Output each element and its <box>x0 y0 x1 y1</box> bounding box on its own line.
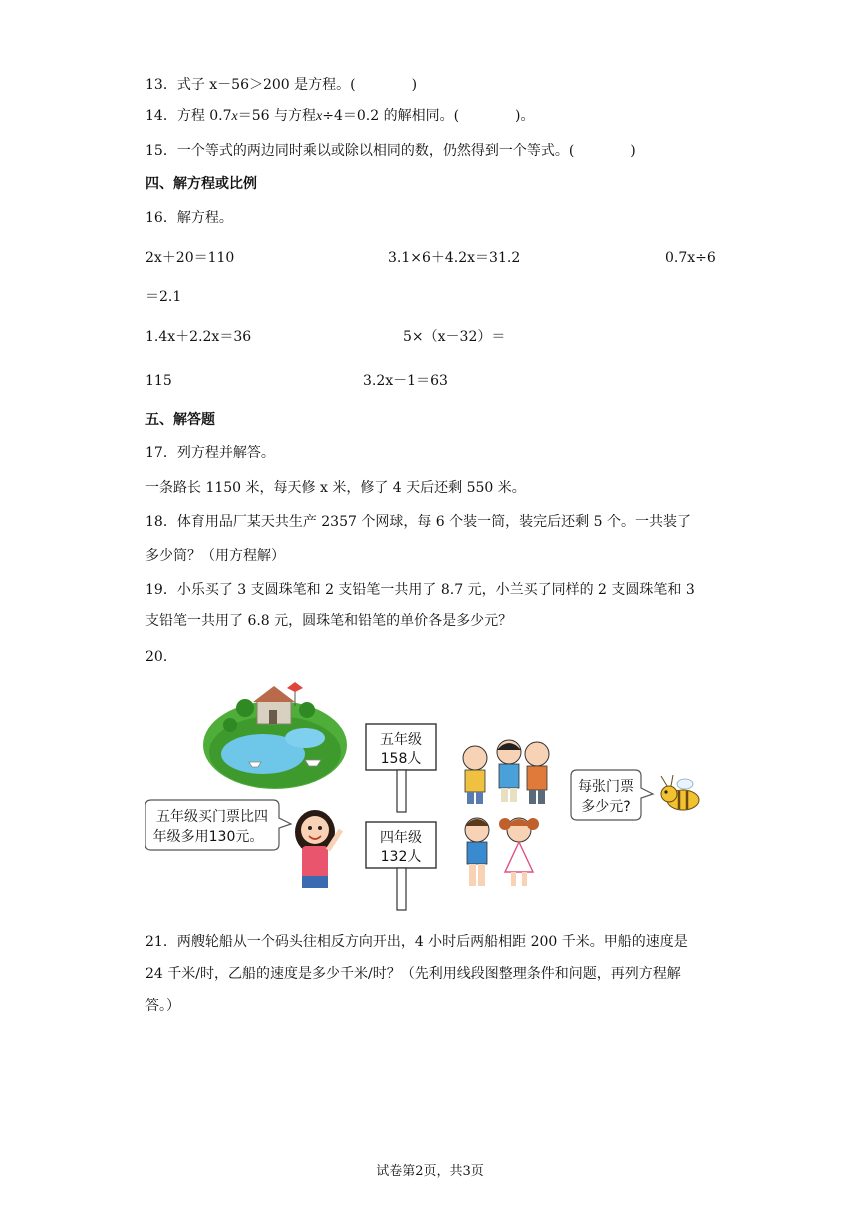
question-21-cont: 24 千米/时，乙船的速度是多少千米/时？（先利用线段图整理条件和问题，再列方程解 <box>145 966 681 982</box>
grade-five-label: 五年级 <box>380 732 422 748</box>
question-21: 21．两艘轮船从一个码头往相反方向开出，4 小时后两船相距 200 千米。甲船的速度是 <box>145 934 688 950</box>
section-heading-4: 四、解方程或比例 <box>145 176 257 192</box>
bee-speech-bubble <box>571 770 653 820</box>
question-17-text: 一条路长 1150 米，每天修 x 米，修了 4 天后还剩 550 米。 <box>145 480 526 496</box>
grade-five-count: 158人 <box>380 751 422 767</box>
question-16: 16．解方程。 <box>145 210 233 226</box>
equation-2: 3.1×6＋4.2x＝31.2 <box>388 250 521 266</box>
grade-five-sign <box>366 724 436 812</box>
bee-bubble-line-1: 每张门票 <box>578 779 634 795</box>
section-heading-5: 五、解答题 <box>145 412 215 428</box>
equation-5: 5×（x－32）＝ <box>403 329 506 345</box>
variable-x: x <box>231 109 238 124</box>
question-18-cont: 多少筒？（用方程解） <box>145 548 285 564</box>
teacher-bubble-line-2: 年级多用130元。 <box>152 829 264 845</box>
question-15: 15．一个等式的两边同时乘以或除以相同的数，仍然得到一个等式。( ) <box>145 143 636 159</box>
teacher-speech-bubble <box>145 800 291 850</box>
question-19-cont: 支铅笔一共用了 6.8 元，圆珠笔和铅笔的单价各是多少元？ <box>145 613 513 629</box>
equation-5-cont: 115 <box>145 373 172 389</box>
equation-3-cont: ＝2.1 <box>145 289 182 305</box>
question-14-part: ＝56 与方程 <box>237 108 317 124</box>
bee-bubble-line-2: 多少元? <box>581 799 631 815</box>
page-footer: 试卷第2页，共3页 <box>376 1164 484 1179</box>
question-21-end: 答。） <box>145 998 180 1014</box>
question-20-illustration <box>145 680 705 920</box>
grade-four-label: 四年级 <box>380 830 422 846</box>
bee-icon <box>661 775 699 810</box>
equation-1: 2x＋20＝110 <box>145 250 235 266</box>
equation-4: 1.4x＋2.2x＝36 <box>145 329 252 345</box>
question-18: 18．体育用品厂某天共生产 2357 个网球，每 6 个装一筒，装完后还剩 5 个。一共装了 <box>145 514 691 530</box>
question-17: 17．列方程并解答。 <box>145 445 275 461</box>
teacher-illustration <box>295 810 341 888</box>
variable-x: x <box>316 109 323 124</box>
question-20: 20． <box>145 649 177 665</box>
question-19: 19．小乐买了 3 支圆珠笔和 2 支铅笔一共用了 8.7 元，小兰买了同样的 2 支圆珠笔和 3 <box>145 582 695 598</box>
question-14 <box>145 106 535 127</box>
teacher-bubble-line-1: 五年级买门票比四 <box>156 809 268 825</box>
grade-four-count: 132人 <box>380 849 422 865</box>
question-14-part: 14．方程 0.7 <box>145 108 232 124</box>
grade-five-students-illustration <box>463 740 549 804</box>
question-14-part: ÷4＝0.2 的解相同。( )。 <box>322 108 535 124</box>
equation-6: 3.2x－1＝63 <box>363 373 448 389</box>
park-island-illustration <box>203 682 347 789</box>
equation-3: 0.7x÷6 <box>665 250 716 266</box>
grade-four-sign <box>366 822 436 910</box>
question-13: 13．式子 x－56＞200 是方程。( ) <box>145 77 418 93</box>
grade-four-students-illustration <box>465 818 539 886</box>
